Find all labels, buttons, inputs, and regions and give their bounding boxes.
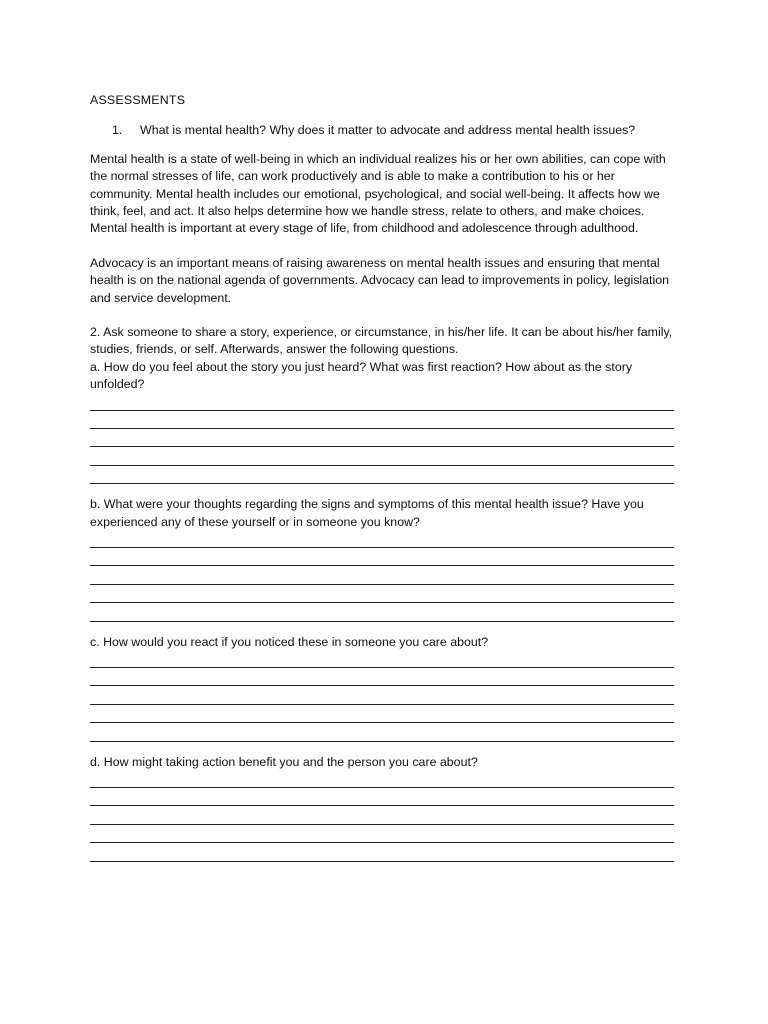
question-2d: d. How might taking action benefit you and the person you care about? [90, 754, 478, 769]
section-heading: ASSESSMENTS [90, 93, 186, 107]
question-2c: c. How would you react if you noticed these in someone you care about? [90, 634, 489, 649]
answer-line[interactable] [90, 808, 674, 825]
answer-lines-2c [90, 651, 674, 742]
question-1-text: What is mental health? Why does it matter to advocate and address mental health issues? [140, 123, 636, 138]
answer-1-paragraph-1: Mental health is a state of well-being in which an individual realizes his or her own abilities, can cope with the normal stresses of life, can work productively and is able to make a contribution to his or her community. Mental health includes our emotional, psychological, and social well-being. It affects how we think, feel, and act. It also helps determine how we handle stress, relate to others, and make choices. Mental health is important at every stage of life, from childhood and adolescence through adulthood. [90, 151, 666, 236]
answer-line[interactable] [90, 845, 674, 862]
question-2a: a. How do you feel about the story you just heard? What was first reaction? How about as the story unfolded? [90, 359, 633, 392]
answer-line[interactable] [90, 549, 674, 566]
document-page [90, 92, 674, 874]
answer-line[interactable] [90, 789, 674, 806]
answer-lines-2d [90, 771, 674, 862]
answer-line[interactable] [90, 586, 674, 603]
answer-line[interactable] [90, 394, 674, 411]
answer-line[interactable] [90, 430, 674, 447]
answer-line[interactable] [90, 568, 674, 585]
answer-line[interactable] [90, 725, 674, 742]
question-2b: b. What were your thoughts regarding the signs and symptoms of this mental health issue? Have you experienced any of these yourself or in someone you know? [90, 497, 644, 529]
answer-line[interactable] [90, 449, 674, 466]
answer-line[interactable] [90, 826, 674, 843]
answer-line[interactable] [90, 669, 674, 686]
answer-line[interactable] [90, 412, 674, 429]
answer-line[interactable] [90, 467, 674, 484]
answer-line[interactable] [90, 706, 674, 723]
answer-line[interactable] [90, 531, 674, 548]
answer-line[interactable] [90, 605, 674, 622]
answer-lines-2a [90, 394, 674, 485]
question-2-intro: 2. Ask someone to share a story, experience, or circumstance, in his/her life. It can be about his/her family, studies, friends, or self. Afterwards, answer the following questions. [90, 325, 673, 357]
answer-1-paragraph-2: Advocacy is an important means of raising awareness on mental health issues and ensuring that mental health is on the national agenda of governments. Advocacy can lead to improvements in policy, legislation and service development. [90, 255, 670, 305]
question-1 [90, 122, 674, 139]
answer-line[interactable] [90, 771, 674, 788]
question-1-number: 1. [112, 123, 123, 138]
answer-lines-2b [90, 531, 674, 622]
answer-line[interactable] [90, 651, 674, 668]
answer-line[interactable] [90, 688, 674, 705]
